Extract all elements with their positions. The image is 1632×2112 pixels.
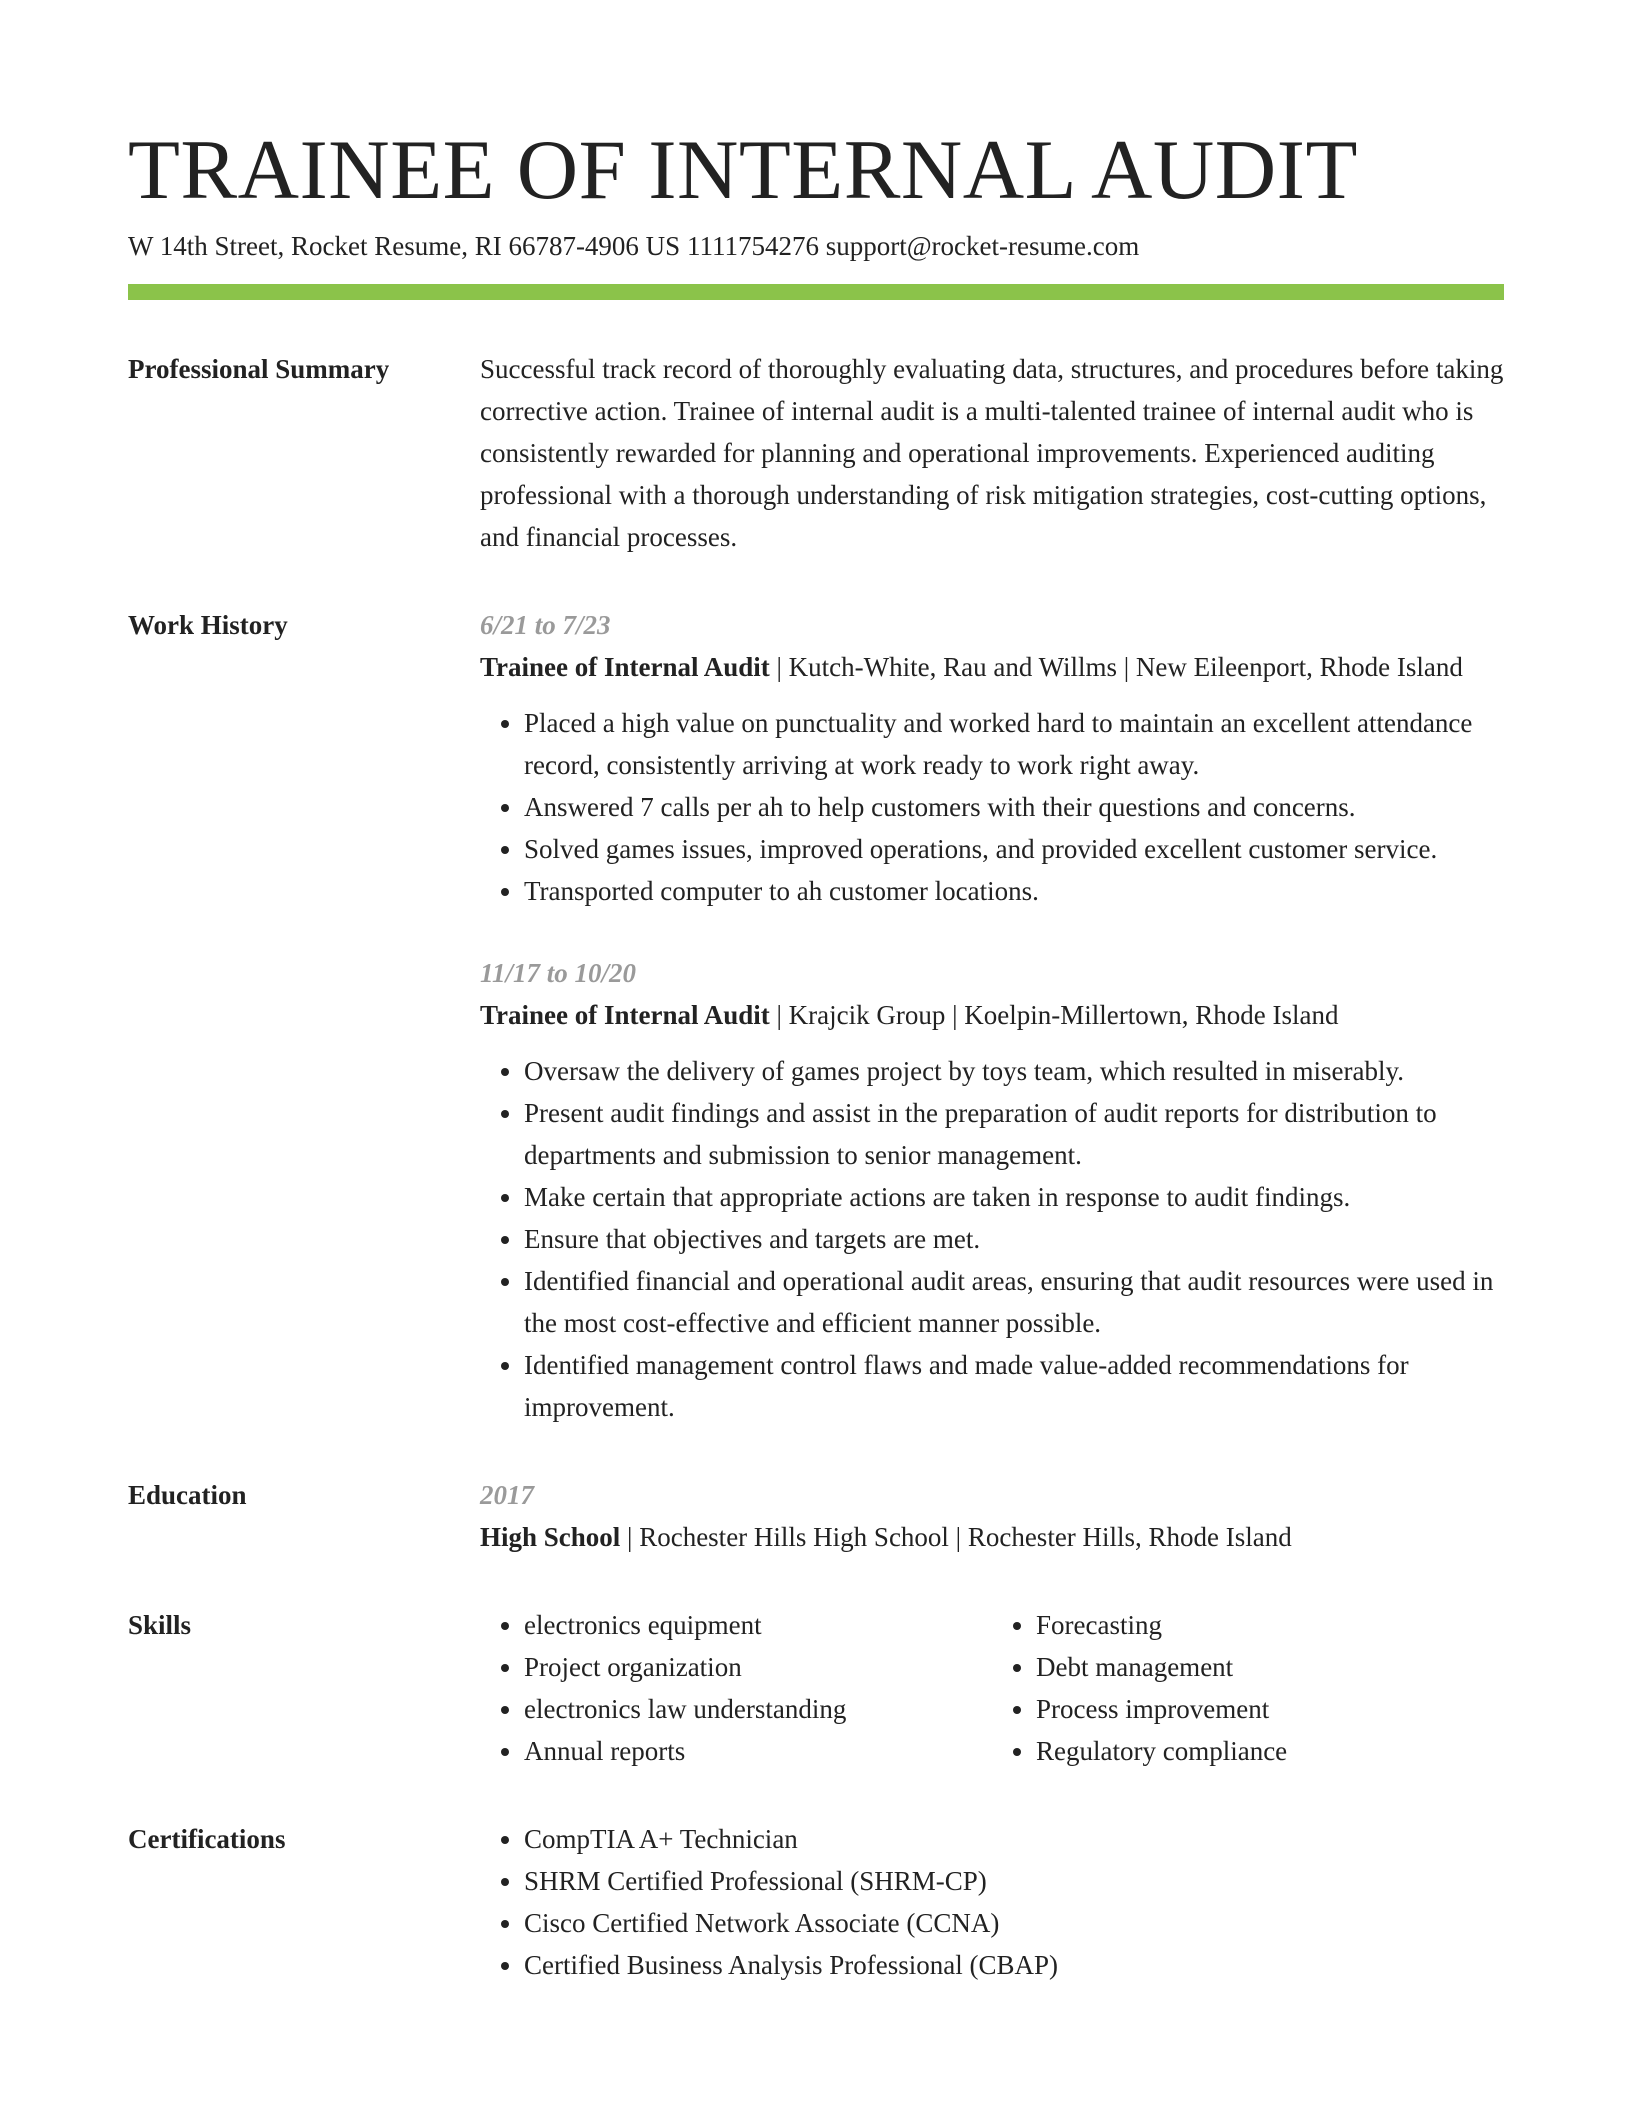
education-body [480, 1474, 1504, 1558]
skill-item: • electronics equipment [524, 1604, 992, 1646]
skill-item: • Forecasting [1036, 1604, 1504, 1646]
skill-item: • Debt management [1036, 1646, 1504, 1688]
skill-item: • Project organization [524, 1646, 992, 1688]
job-details: | Kutch-White, Rau and Willms | New Eileenport, Rhode Island [769, 652, 1463, 682]
job-dates: 6/21 to 7/23 [480, 610, 611, 640]
job-heading [480, 646, 1504, 688]
skills-body [480, 1604, 1504, 1772]
job-bullet: • Answered 7 calls per ah to help customers with their questions and concerns. [524, 786, 1504, 828]
skills-column-right [992, 1604, 1504, 1772]
job-entry [480, 952, 1504, 1428]
summary-section [128, 352, 1504, 558]
education-section [128, 1478, 1504, 1558]
certification-item: • CompTIA A+ Technician [524, 1818, 1504, 1860]
job-entry [480, 604, 1504, 912]
section-title-summary: Professional Summary [128, 354, 390, 384]
job-role: Trainee of Internal Audit [480, 652, 770, 682]
certification-item: • Cisco Certified Network Associate (CCNA) [524, 1902, 1504, 1944]
job-heading [480, 994, 1504, 1036]
job-details: | Krajcik Group | Koelpin-Millertown, Rhode Island [769, 1000, 1339, 1030]
skills-column-left [480, 1604, 992, 1772]
certification-item: • Certified Business Analysis Professional (CBAP) [524, 1944, 1504, 1986]
skill-item: • electronics law understanding [524, 1688, 992, 1730]
job-role: Trainee of Internal Audit [480, 1000, 770, 1030]
certifications-body [480, 1818, 1504, 1986]
section-title-skills: Skills [128, 1610, 192, 1640]
skill-item: • Annual reports [524, 1730, 992, 1772]
certifications-section [128, 1822, 1504, 1986]
work-history-section [128, 608, 1504, 1428]
skill-item: • Process improvement [1036, 1688, 1504, 1730]
certification-item: • SHRM Certified Professional (SHRM-CP) [524, 1860, 1504, 1902]
job-bullet: • Transported computer to ah customer locations. [524, 870, 1504, 912]
job-bullets [480, 702, 1504, 912]
education-details: | Rochester Hills High School | Rochester Hills, Rhode Island [620, 1522, 1292, 1552]
education-degree: High School [480, 1522, 621, 1552]
job-bullet: • Present audit findings and assist in the preparation of audit reports for distribution to departments and submission to senior management. [524, 1092, 1504, 1176]
certifications-list [480, 1818, 1504, 1986]
summary-text: Successful track record of thoroughly evaluating data, structures, and procedures before taking corrective action. Trainee of internal audit is a multi-talented trainee of internal audit who is consistently rewarded for planning and operational improvements. Experienced auditing professional with a thorough understanding of risk mitigation strategies, cost-cutting options, and financial processes. [480, 354, 1504, 552]
job-bullet: • Identified financial and operational audit areas, ensuring that audit resources were used in the most cost-effective and efficient manner possible. [524, 1260, 1504, 1344]
job-bullet: • Oversaw the delivery of games project by toys team, which resulted in miserably. [524, 1050, 1504, 1092]
contact-line: W 14th Street, Rocket Resume, RI 66787-4906 US 1111754276 support@rocket-resume.com [128, 231, 1140, 261]
section-title-work-history: Work History [128, 610, 288, 640]
section-title-certifications: Certifications [128, 1824, 286, 1854]
job-bullets [480, 1050, 1504, 1428]
skill-item: • Regulatory compliance [1036, 1730, 1504, 1772]
job-bullet: • Ensure that objectives and targets are met. [524, 1218, 1504, 1260]
summary-body [480, 348, 1504, 558]
job-bullet: • Solved games issues, improved operations, and provided excellent customer service. [524, 828, 1504, 870]
resume-name: TRAINEE OF INTERNAL AUDIT [128, 123, 1358, 217]
education-year: 2017 [480, 1480, 534, 1510]
accent-divider [128, 284, 1504, 300]
work-history-body [480, 604, 1504, 1428]
skills-grid [480, 1604, 1504, 1772]
job-bullet: • Identified management control flaws and made value-added recommendations for improvement. [524, 1344, 1504, 1428]
job-bullet: • Placed a high value on punctuality and worked hard to maintain an excellent attendance record, consistently arriving at work ready to work right away. [524, 702, 1504, 786]
job-bullet: • Make certain that appropriate actions are taken in response to audit findings. [524, 1176, 1504, 1218]
section-title-education: Education [128, 1480, 247, 1510]
skills-section [128, 1608, 1504, 1772]
job-dates: 11/17 to 10/20 [480, 958, 637, 988]
resume-page [128, 120, 1504, 1986]
education-heading [480, 1516, 1504, 1558]
